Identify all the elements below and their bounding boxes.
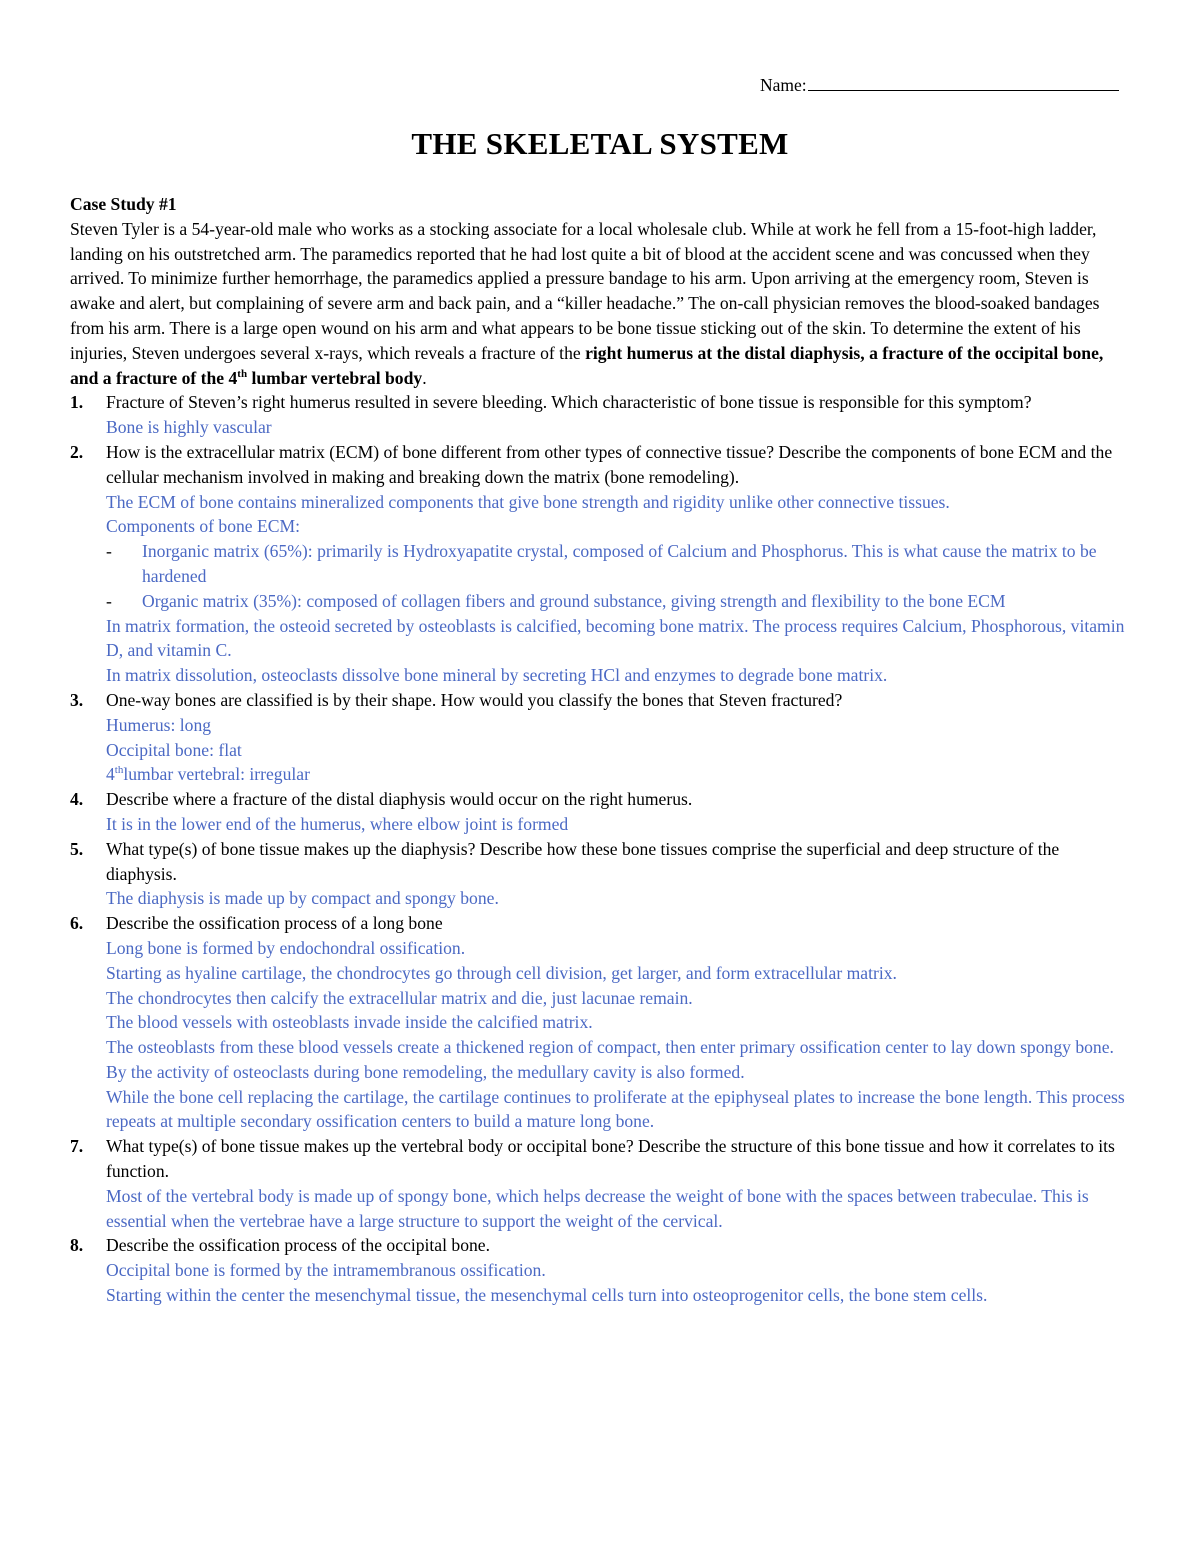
- answer-line: Starting within the center the mesenchymal tissue, the mesenchymal cells turn into osteoprogenitor cells, the bone stem cells.: [106, 1285, 988, 1306]
- question-text: What type(s) of bone tissue makes up the diaphysis? Describe how these bone tissues comprise the superficial and deep structure of the diaphysis.: [106, 838, 1060, 884]
- answer-line: Most of the vertebral body is made up of spongy bone, which helps decrease the weight of bone with the spaces between trabeculae. This is essential when the vertebrae have a large structure to support the weight of the cervical.: [106, 1185, 1089, 1231]
- question-text: Fracture of Steven’s right humerus resulted in severe bleeding. Which characteristic of bone tissue is responsible for this symptom?: [106, 392, 1032, 413]
- answer-line: By the activity of osteoclasts during bone remodeling, the medullary cavity is also formed.: [106, 1061, 745, 1082]
- question-number: 2.: [70, 441, 84, 462]
- question-text: What type(s) of bone tissue makes up the vertebral body or occipital bone? Describe the structure of this bone tissue and how it correlates to its function.: [106, 1136, 1115, 1182]
- answer-line: The blood vessels with osteoblasts invade inside the calcified matrix.: [106, 1012, 593, 1033]
- question-number: 1.: [70, 392, 84, 413]
- answer-line: While the bone cell replacing the cartilage, the cartilage continues to proliferate at the epiphyseal plates to increase the bone length. This process repeats at multiple secondary ossification centers to build a mature long bone.: [106, 1086, 1125, 1132]
- bullet-text: Organic matrix (35%): composed of collagen fibers and ground substance, giving strength and flexibility to the bone ECM: [142, 590, 1006, 611]
- question-3: [70, 688, 1132, 787]
- answer-sup-pre: 4: [106, 764, 115, 785]
- document-body: [70, 192, 1132, 1308]
- answer-line: Occipital bone: flat: [106, 739, 242, 760]
- question-2: [70, 440, 1132, 688]
- question-text: Describe where a fracture of the distal diaphysis would occur on the right humerus.: [106, 789, 693, 810]
- answer-bullet: [106, 589, 1132, 614]
- intro-end: .: [422, 367, 427, 388]
- answer-line: Long bone is formed by endochondral ossification.: [106, 937, 466, 958]
- answer-line: Humerus: long: [106, 714, 212, 735]
- question-text: Describe the ossification process of the occipital bone.: [106, 1235, 491, 1256]
- intro-sup: th: [237, 367, 248, 380]
- question-number: 6.: [70, 913, 84, 934]
- answer-line: Bone is highly vascular: [106, 417, 272, 438]
- name-blank-line: [808, 76, 1119, 91]
- question-number: 7.: [70, 1136, 84, 1157]
- question-number: 8.: [70, 1235, 84, 1256]
- bullet-dash: -: [106, 541, 112, 562]
- question-text: Describe the ossification process of a long bone: [106, 913, 443, 934]
- question-7: [70, 1134, 1132, 1233]
- intro-bold-2: lumbar vertebral body: [247, 367, 423, 388]
- intro-text: Steven Tyler is a 54-year-old male who works as a stocking associate for a local wholesale club. While at work he fell from a 15-foot-high ladder, landing on his outstretched arm. The paramedics reported that he had lost quite a bit of blood at the accident scene and was concussed when they arrived. To minimize further hemorrhage, the paramedics applied a pressure bandage to his arm. Upon arriving at the emergency room, Steven is awake and alert, but complaining of severe arm and back pain, and a “killer headache.” The on-call physician removes the blood-soaked bandages from his arm. There is a large open wound on his arm and what appears to be bone tissue sticking out of the skin. To determine the extent of his injuries, Steven undergoes several x-rays, which reveals a fracture of the: [70, 218, 1100, 363]
- question-text: One-way bones are classified is by their shape. How would you classify the bones that Steven fractured?: [106, 689, 843, 710]
- question-1: [70, 390, 1132, 440]
- answer-line: [106, 762, 1132, 787]
- case-intro-paragraph: [70, 217, 1132, 391]
- intro-bold-1: right humerus at the distal diaphysis, a fracture of the occipital bone, and a fracture of the 4: [70, 342, 1104, 388]
- question-number: 5.: [70, 838, 84, 859]
- answer-line: Starting as hyaline cartilage, the chondrocytes go through cell division, get larger, and form extracellular matrix.: [106, 962, 897, 983]
- answer-line: Occipital bone is formed by the intramembranous ossification.: [106, 1260, 546, 1281]
- question-list: [70, 390, 1132, 1307]
- answer-line: In matrix dissolution, osteoclasts dissolve bone mineral by secreting HCl and enzymes to degrade bone matrix.: [106, 665, 888, 686]
- question-8: [70, 1233, 1132, 1307]
- name-field: [760, 75, 1119, 95]
- answer-line: It is in the lower end of the humerus, where elbow joint is formed: [106, 813, 569, 834]
- question-number: 4.: [70, 789, 84, 810]
- bullet-text: Inorganic matrix (65%): primarily is Hydroxyapatite crystal, composed of Calcium and Phosphorus. This is what cause the matrix to be hardened: [142, 541, 1097, 586]
- answer-line: Components of bone ECM:: [106, 516, 301, 537]
- question-text: How is the extracellular matrix (ECM) of bone different from other types of connective tissue? Describe the components of bone ECM and the cellular mechanism involved in making and breaking down the matrix (bone remodeling).: [106, 441, 1113, 487]
- question-number: 3.: [70, 689, 84, 710]
- question-6: [70, 911, 1132, 1134]
- answer-line: The ECM of bone contains mineralized components that give bone strength and rigidity unlike other connective tissues.: [106, 491, 950, 512]
- answer-sup: th: [114, 764, 124, 777]
- question-4: [70, 787, 1132, 837]
- answer-bullet: [106, 539, 1132, 589]
- answer-sup-post: lumbar vertebral: irregular: [123, 764, 310, 785]
- case-study-heading: Case Study #1: [70, 194, 177, 214]
- name-label: Name:: [760, 75, 807, 95]
- question-5: [70, 837, 1132, 911]
- page-title: THE SKELETAL SYSTEM: [411, 126, 789, 161]
- answer-line: In matrix formation, the osteoid secreted by osteoblasts is calcified, becoming bone matrix. The process requires Calcium, Phosphorous, vitamin D, and vitamin C.: [106, 615, 1125, 661]
- answer-line: The diaphysis is made up by compact and spongy bone.: [106, 888, 499, 909]
- bullet-dash: -: [106, 590, 112, 611]
- answer-line: The chondrocytes then calcify the extracellular matrix and die, just lacunae remain.: [106, 987, 693, 1008]
- answer-line: The osteoblasts from these blood vessels create a thickened region of compact, then enter primary ossification center to lay down spongy bone.: [106, 1037, 1114, 1058]
